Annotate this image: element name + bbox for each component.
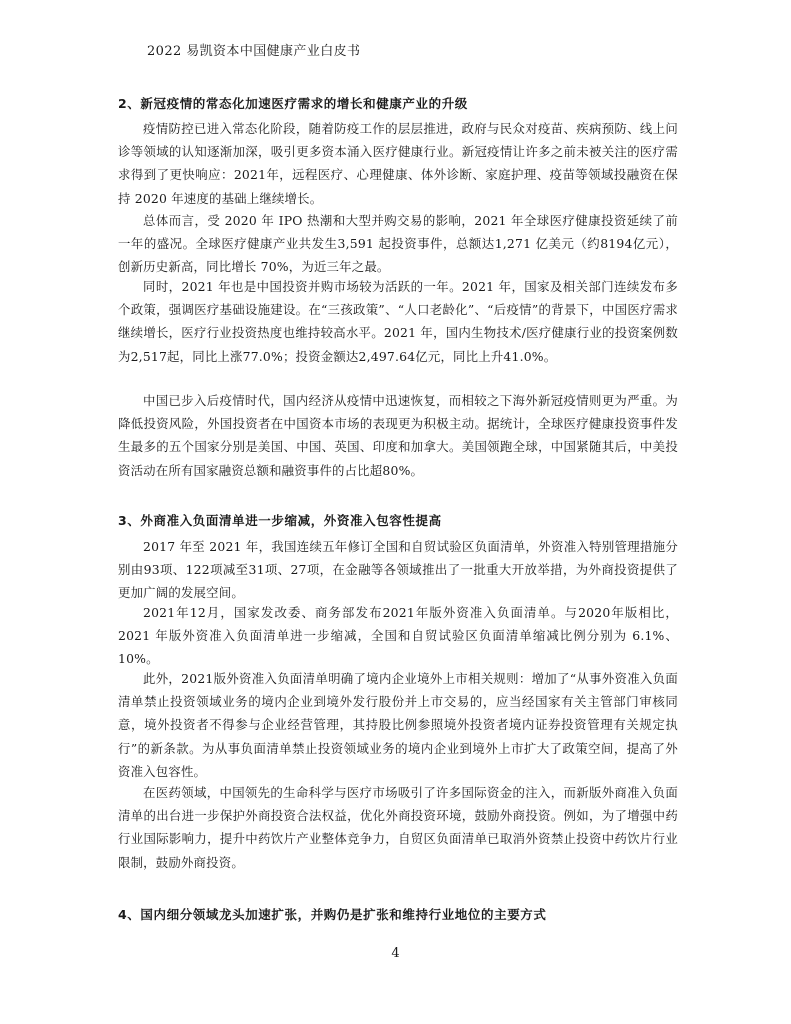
paragraph: 疫情防控已进入常态化阶段，随着防疫工作的层层推进，政府与民众对疫苗、疾病预防、线上问诊等领域的认知逐渐加深，吸引更多资本涌入医疗健康行业。新冠疫情让许多之前未被关注的医疗需求得到了更快响应：2021年，远程医疗、心理健康、体外诊断、家庭护理、疫苗等领域投融资在保持 2020 年速度的基础上继续增长。 xyxy=(118,121,678,206)
section-heading-2: 2、新冠疫情的常态化加速医疗需求的增长和健康产业的升级 xyxy=(118,96,468,111)
paragraph: 在医药领域，中国领先的生命科学与医疗市场吸引了许多国际资金的注入，而新版外商准入负面清单的出台进一步保护外商投资合法权益，优化外商投资环境，鼓励外商投资。例如，为了增强中药行业国际影响力，提升中药饮片产业整体竞争力，自贸区负面清单已取消外资禁止投资中药饮片行业限制，鼓励外商投资。 xyxy=(118,785,678,870)
section-heading-4: 4、国内细分领域龙头加速扩张，并购仍是扩张和维持行业地位的主要方式 xyxy=(118,907,547,922)
section-heading-3: 3、外商准入负面清单进一步缩减，外资准入包容性提高 xyxy=(118,513,442,528)
paragraph: 2017 年至 2021 年，我国连续五年修订全国和自贸试验区负面清单，外资准入特别管理措施分别由93项、122项减至31项、27项，在金融等各领域推出了一批重大开放举措，为外商投资提供了更加广阔的发展空间。 xyxy=(118,539,678,601)
paragraph: 此外，2021版外资准入负面清单明确了境内企业境外上市相关规则：增加了“从事外资准入负面清单禁止投资领域业务的境内企业到境外发行股份并上市交易的，应当经国家有关主管部门审核同意，境外投资者不得参与企业经营管理，其持股比例参照境外投资者境内证券投资管理有关规定执行”的新条款。为从事负面清单禁止投资领域业务的境内企业到境外上市扩大了政策空间，提高了外资准入包容性。 xyxy=(118,671,678,779)
paragraph: 中国已步入后疫情时代，国内经济从疫情中迅速恢复，而相较之下海外新冠疫情则更为严重。为降低投资风险，外国投资者在中国资本市场的表现更为积极主动。据统计，全球医疗健康投资事件发生最多的五个国家分别是美国、中国、英国、印度和加拿大。美国领跑全球，中国紧随其后，中美投资活动在所有国家融资总额和融资事件的占比超80%。 xyxy=(118,393,678,478)
paragraph: 同时，2021 年也是中国投资并购市场较为活跃的一年。2021 年，国家及相关部门连续发布多个政策，强调医疗基础设施建设。在“三孩政策”、“人口老龄化”、“后疫情”的背景下，中国医疗需求继续增长，医疗行业投资热度也维持较高水平。2021 年，国内生物技术/医疗健康行业的投资案例数为2,517起，同比上涨77.0%；投资金额达2,497.64亿元，同比上升41.0%。 xyxy=(118,279,678,364)
paragraph: 总体而言，受 2020 年 IPO 热潮和大型并购交易的影响，2021 年全球医疗健康投资延续了前一年的盛况。全球医疗健康产业共发生3,591 起投资事件，总额达1,271 亿美元（约8194亿元），创新历史新高，同比增长 70%，为近三年之最。 xyxy=(118,213,678,275)
document-header: 2022 易凯资本中国健康产业白皮书 xyxy=(147,44,361,59)
paragraph: 2021年12月，国家发改委、商务部发布2021年版外资准入负面清单。与2020年版相比，2021 年版外资准入负面清单进一步缩减，全国和自贸试验区负面清单缩减比例分别为 6.1%、10%。 xyxy=(118,605,678,667)
page-number: 4 xyxy=(391,946,400,961)
